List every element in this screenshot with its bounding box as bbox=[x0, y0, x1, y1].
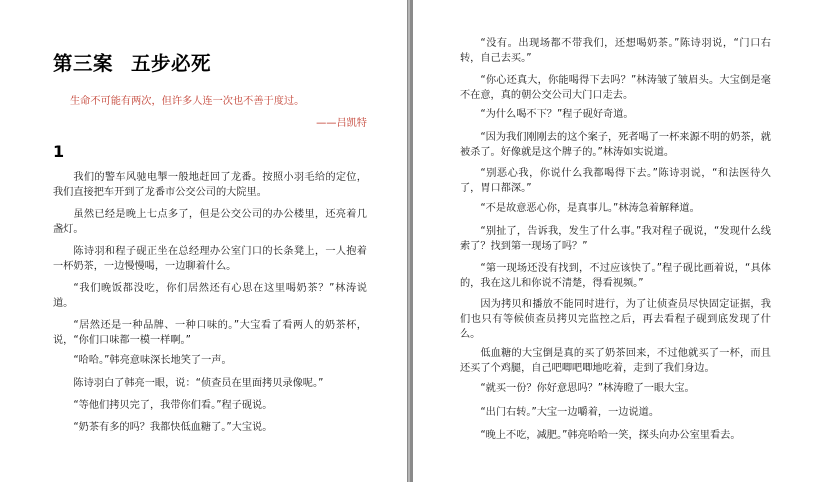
paragraph: “就买一份？你好意思吗？”林涛瞪了一眼大宝。 bbox=[480, 383, 695, 394]
paragraph: “哈哈。”韩亮意味深长地笑了一声。 bbox=[73, 355, 232, 366]
left-page bbox=[0, 0, 407, 482]
chapter-title bbox=[53, 48, 211, 76]
right-page bbox=[413, 0, 819, 482]
paragraph: “等他们拷贝完了，我带你们看。”程子砚说。 bbox=[73, 400, 273, 411]
epigraph-author: ——吕凯特 bbox=[316, 118, 367, 129]
paragraph: “第一现场还没有找到，不过应该快了。”程子砚比画着说，“具体的，我在这儿和你说不清楚，得看视频。” bbox=[460, 263, 771, 289]
paragraph: 我们的警车风驰电掣一般地赶回了龙番。按照小羽毛给的定位，我们直接把车开到了龙番市公交公司的大院里。 bbox=[53, 172, 367, 198]
gutter-highlight bbox=[408, 0, 410, 482]
paragraph: “因为我们刚刚去的这个案子，死者喝了一杯来源不明的奶茶，就被杀了。好像就是这个牌子的。”林涛如实说道。 bbox=[460, 132, 771, 158]
paragraph: “奶茶有多的吗？我都快低血糖了。”大宝说。 bbox=[73, 422, 273, 433]
paragraph: “晚上不吃，减肥。”韩亮哈哈一笑，探头向办公室里看去。 bbox=[480, 430, 741, 441]
paragraph: 低血糖的大宝倒是真的买了奶茶回来，不过他就买了一杯，而且还买了个鸡腿，自己吧唧吧唧地吃着，走到了我们身边。 bbox=[460, 348, 771, 374]
chapter-name: 五步必死 bbox=[131, 52, 212, 75]
paragraph: “不是故意恶心你，是真事儿。”林涛急着解释道。 bbox=[480, 203, 700, 214]
paragraph: 因为拷贝和播放不能同时进行，为了让侦查员尽快固定证据，我们也只有等候侦查员拷贝完监控之后，再去看程子砚到底发现了什么。 bbox=[460, 299, 771, 340]
paragraph: 陈诗羽白了韩亮一眼，说：“侦查员在里面拷贝录像呢。” bbox=[73, 378, 324, 389]
paragraph: “别扯了，告诉我，发生了什么事。”我对程子砚说，“发现什么线索了？找到第一现场了吗？” bbox=[460, 226, 771, 252]
paragraph: “别恶心我，你说什么我都喝得下去。”陈诗羽说，“和法医待久了，胃口都深。” bbox=[460, 168, 771, 194]
chapter-number: 第三案 bbox=[53, 52, 114, 75]
epigraph-quote: 生命不可能有两次，但许多人连一次也不善于度过。 bbox=[70, 96, 305, 107]
paragraph: 虽然已经是晚上七点多了，但是公交公司的办公楼里，还亮着几盏灯。 bbox=[53, 209, 367, 235]
paragraph: “为什么喝不下？”程子砚好奇道。 bbox=[480, 109, 634, 120]
paragraph: “出门右转。”大宝一边嚼着，一边说道。 bbox=[480, 407, 660, 418]
section-number: 1 bbox=[53, 142, 65, 161]
paragraph: “你心还真大，你能喝得下去吗？”林涛皱了皱眉头。大宝倒是毫不在意，真的朝公交公司大门口走去。 bbox=[460, 75, 771, 101]
paragraph: “我们晚饭都没吃，你们居然还有心思在这里喝奶茶？”林涛说道。 bbox=[53, 283, 367, 309]
paragraph: “居然还是一种品牌、一种口味的。”大宝看了看两人的奶茶杯，说，“你们口味都一模一样啊。” bbox=[53, 320, 367, 346]
paragraph: 陈诗羽和程子砚正坐在总经理办公室门口的长条凳上，一人抱着一杯奶茶，一边慢慢喝，一边聊着什么。 bbox=[53, 246, 367, 272]
paragraph: “没有。出现场都不带我们，还想喝奶茶。”陈诗羽说，“门口右转，自己去买。” bbox=[460, 38, 771, 64]
